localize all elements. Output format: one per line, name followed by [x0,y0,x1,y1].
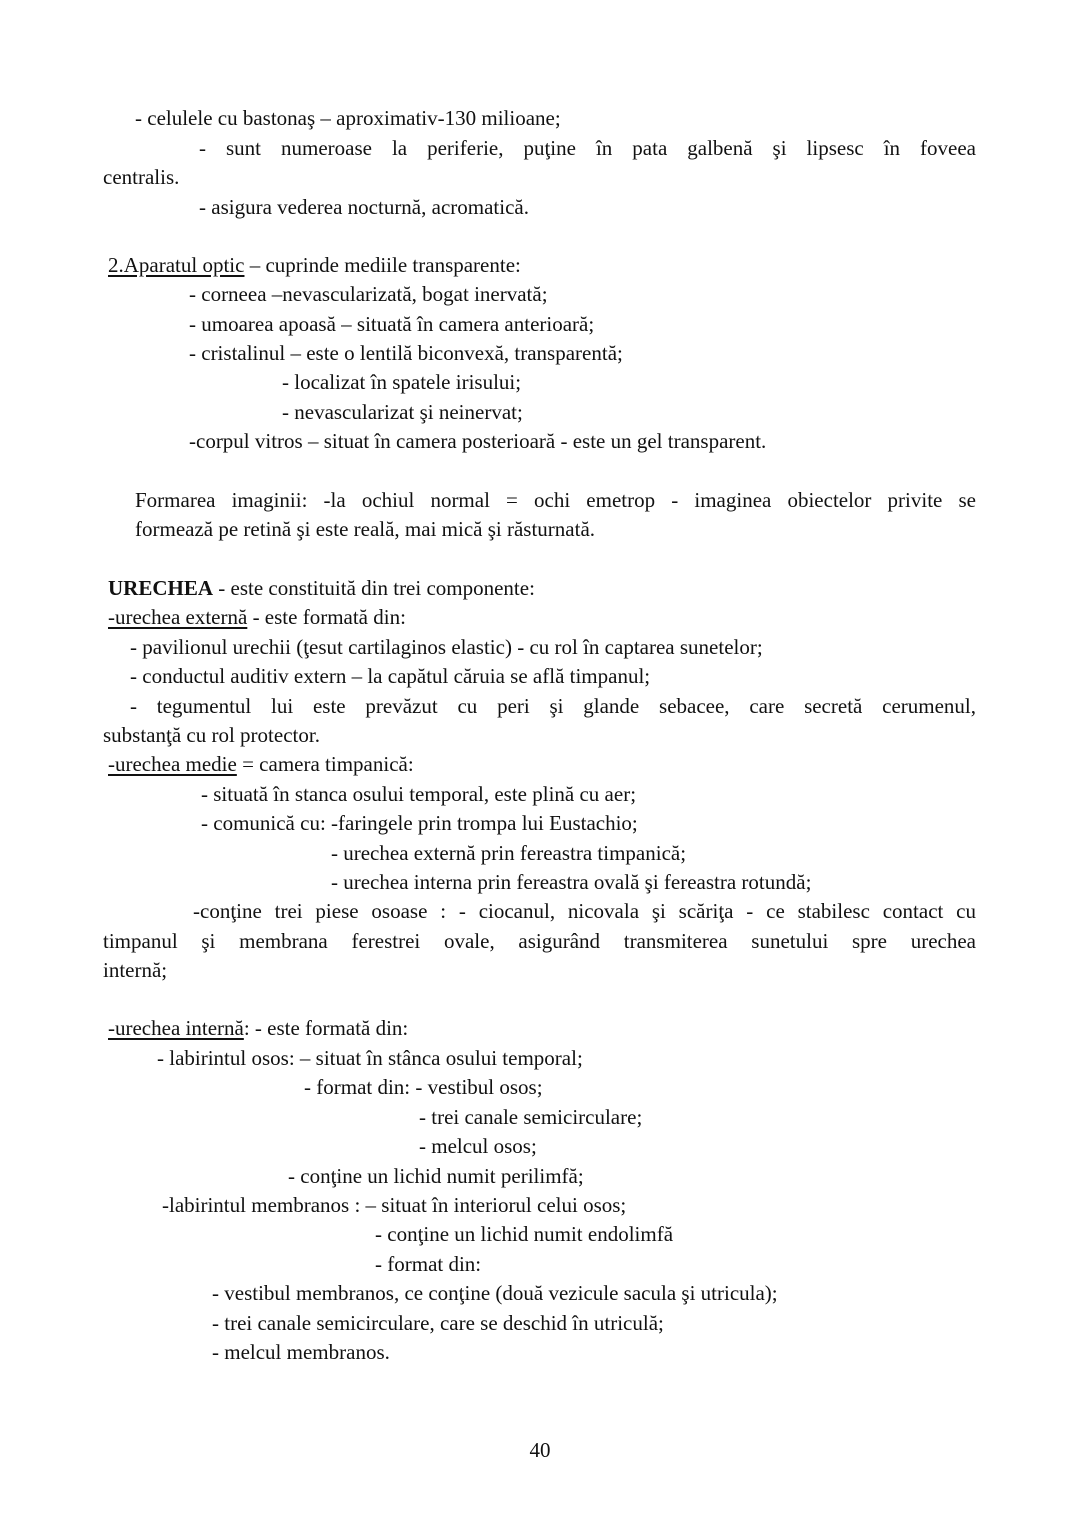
middle-ear-item-communication: - comunică cu: -faringele prin trompa lui Eustachio; [201,811,638,835]
internal-ear-item-bony-canals: - trei canale semicirculare; [419,1105,643,1129]
internal-ear-heading-line [108,1014,408,1042]
middle-ear-item-internal-windows: - urechea interna prin fereastra ovală şi fereastra rotundă; [331,870,812,894]
internal-ear-item-membranous-composition: - format din: [375,1252,482,1276]
middle-ear-item-ossicles-cont: timpanul şi membrana ferestrei ovale, asigurând transmiterea sunetului spre urechea [103,929,976,953]
internal-ear-item-membranous-labyrinth: -labirintul membranos : – situat în interiorul celui osos; [162,1193,627,1217]
rods-line: - celulele cu bastonaş – aproximativ-130 milioane; [135,106,561,130]
middle-ear-item-ossicles: -conţine trei piese osoase : - ciocanul, nicovala şi scăriţa - ce stabilesc contact cu [193,899,976,923]
image-formation-line2: formează pe retină şi este reală, mai mică şi răsturnată. [135,517,596,541]
optic-item-lens: - cristalinul – este o lentilă biconvexă, transparentă; [189,341,623,365]
ear-title: URECHEA [108,576,214,600]
external-ear-heading-line [108,603,406,631]
middle-ear-item-location: - situată în stanca osului temporal, este plină cu aer; [201,782,637,806]
internal-ear-item-bony-cochlea: - melcul osos; [419,1134,537,1158]
rods-distribution-cont: centralis. [103,165,180,189]
internal-ear-item-endolymph: - conţine un lichid numit endolimfă [375,1222,674,1246]
optic-heading: 2.Aparatul optic [108,253,245,277]
internal-ear-heading-rest: : - este formată din: [243,1016,409,1040]
external-ear-item-skin: - tegumentul lui este prevăzut cu peri şi glande sebacee, care secretă cerumenul, [130,694,976,718]
internal-ear-heading: -urechea internă [108,1016,244,1040]
middle-ear-heading-rest: = camera timpanică: [236,752,414,776]
optic-item-aqueous: - umoarea apoasă – situată în camera anterioară; [189,312,595,336]
external-ear-item-pinna: - pavilionul urechii (ţesut cartilaginos elastic) - cu rol în captarea sunetelor; [130,635,763,659]
internal-ear-item-membranous-vestibule: - vestibul membranos, ce conţine (două vezicule sacula şi utricula); [212,1281,778,1305]
optic-item-cornea: - corneea –nevascularizată, bogat inervată; [189,282,548,306]
middle-ear-heading-line [108,750,414,778]
optic-item-lens-vascular: - nevascularizat şi neinervat; [282,400,523,424]
internal-ear-item-bony-vestibule: - format din: - vestibul osos; [304,1075,543,1099]
middle-ear-item-external-window: - urechea externă prin fereastra timpanică; [331,841,687,865]
optic-heading-line [108,251,521,279]
external-ear-heading: -urechea externă [108,605,248,629]
middle-ear-heading: -urechea medie [108,752,237,776]
external-ear-item-canal: - conductul auditiv extern – la capătul căruia se află timpanul; [130,664,651,688]
rods-vision: - asigura vederea nocturnă, acromatică. [199,195,529,219]
internal-ear-item-membranous-cochlea: - melcul membranos. [212,1340,390,1364]
internal-ear-item-perilymph: - conţine un lichid numit perilimfă; [288,1164,584,1188]
external-ear-heading-rest: - este formată din: [247,605,406,629]
external-ear-item-skin-cont: substanţă cu rol protector. [103,723,320,747]
optic-heading-rest: – cuprinde mediile transparente: [244,253,521,277]
optic-item-vitreous: -corpul vitros – situat în camera posterioară - este un gel transparent. [189,429,767,453]
ear-title-rest: - este constituită din trei componente: [213,576,535,600]
rods-distribution: - sunt numeroase la periferie, puţine în pata galbenă şi lipsesc în foveea [199,136,976,160]
internal-ear-item-bony-labyrinth: - labirintul osos: – situat în stânca osului temporal; [157,1046,583,1070]
image-formation-line1: Formarea imaginii: -la ochiul normal = ochi emetrop - imaginea obiectelor privite se [135,488,976,512]
middle-ear-item-ossicles-end: internă; [103,958,168,982]
optic-item-lens-location: - localizat în spatele irisului; [282,370,522,394]
internal-ear-item-membranous-canals: - trei canale semicirculare, care se deschid în utriculă; [212,1311,664,1335]
ear-title-line [108,574,535,602]
page-number: 40 [529,1438,551,1462]
